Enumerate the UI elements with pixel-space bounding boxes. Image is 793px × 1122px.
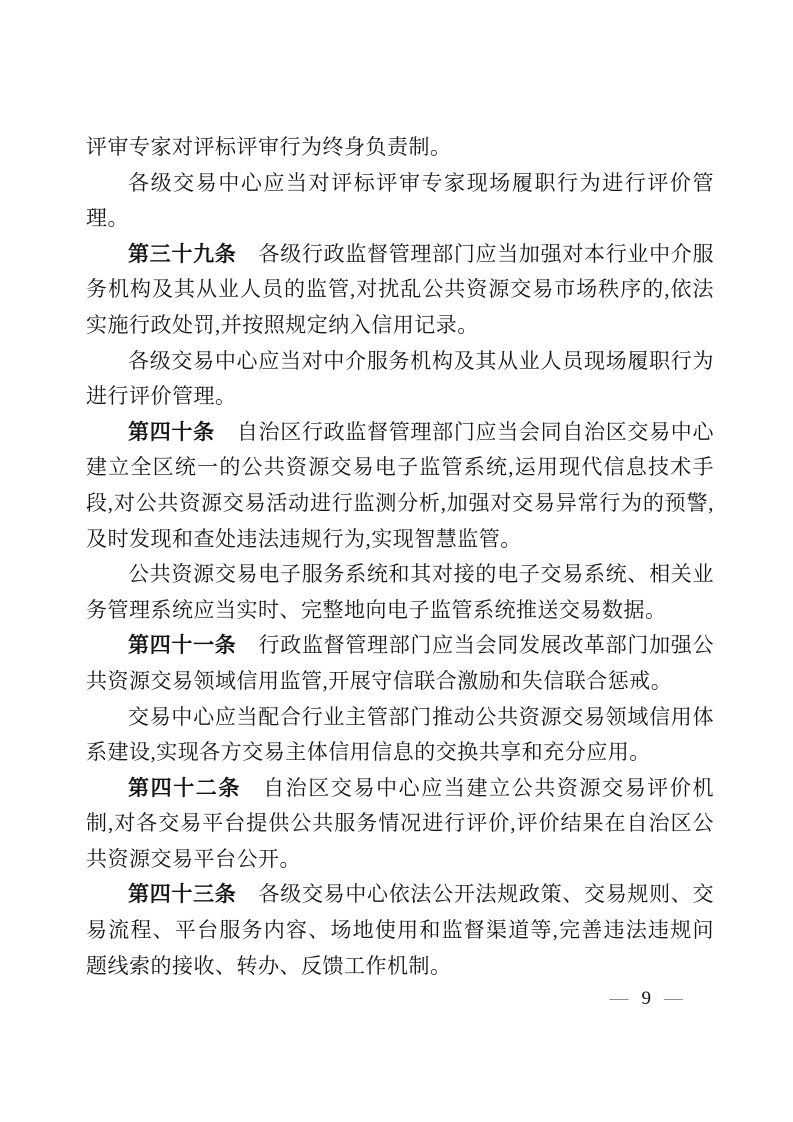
paragraph-text: 自治区交易中心应当建立公共资源交易评价机制,对各交易平台提供公共服务情况进行评价,评价结果在自治区公共资源交易平台公开。 (86, 775, 715, 871)
footer-dash-left: — (609, 988, 629, 1009)
paragraph-text: 交易中心应当配合行业主管部门推动公共资源交易领域信用体系建设,实现各方交易主体信用信息的交换共享和充分应用。 (86, 704, 714, 765)
paragraph (86, 557, 714, 628)
article-number: 第四十二条 (128, 776, 242, 800)
paragraph-text: 各级交易中心应当对评标评审专家现场履职行为进行评价管理。 (86, 170, 714, 231)
paragraph-text: 各级交易中心依法公开法规政策、交易规则、交易流程、平台服务内容、场地使用和监督渠道等,完善违法违规问题线索的接收、转办、反馈工作机制。 (86, 882, 715, 978)
article-number: 第三十九条 (128, 242, 237, 266)
footer-dash-right: — (664, 988, 683, 1009)
paragraph-text: 评审专家对评标评审行为终身负责制。 (86, 135, 452, 159)
document-body (86, 130, 714, 984)
paragraph-text: 自治区行政监督管理部门应当会同自治区交易中心建立全区统一的公共资源交易电子监管系统,运用现代信息技术手段,对公共资源交易活动进行监测分析,加强对交易异常行为的预警,及时发现和查处违法违规行为,实现智慧监管。 (86, 419, 715, 551)
paragraph-text: 公共资源交易电子服务系统和其对接的电子交易系统、相关业务管理系统应当实时、完整地向电子监管系统推送交易数据。 (86, 562, 714, 622)
article-paragraph (86, 877, 714, 984)
paragraph-text: 各级交易中心应当对中介服务机构及其从业人员现场履职行为进行评价管理。 (86, 348, 714, 409)
article-paragraph (86, 771, 714, 878)
article-paragraph (86, 415, 714, 557)
paragraph-text: 行政监督管理部门应当会同发展改革部门加强公共资源交易领域信用监管,开展守信联合激励和失信联合惩戒。 (86, 633, 715, 693)
paragraph (86, 130, 714, 166)
article-number: 第四十三条 (128, 883, 237, 907)
paragraph (86, 166, 714, 237)
article-paragraph (86, 628, 714, 699)
page-number: 9 (641, 988, 651, 1009)
article-paragraph (86, 237, 714, 344)
paragraph (86, 344, 714, 415)
page-footer (610, 988, 684, 1010)
paragraph (86, 700, 714, 771)
article-number: 第四十条 (128, 420, 215, 444)
article-number: 第四十一条 (128, 634, 237, 658)
paragraph-text: 各级行政监督管理部门应当加强对本行业中介服务机构及其从业人员的监管,对扰乱公共资源交易市场秩序的,依法实施行政处罚,并按照规定纳入信用记录。 (86, 241, 715, 337)
